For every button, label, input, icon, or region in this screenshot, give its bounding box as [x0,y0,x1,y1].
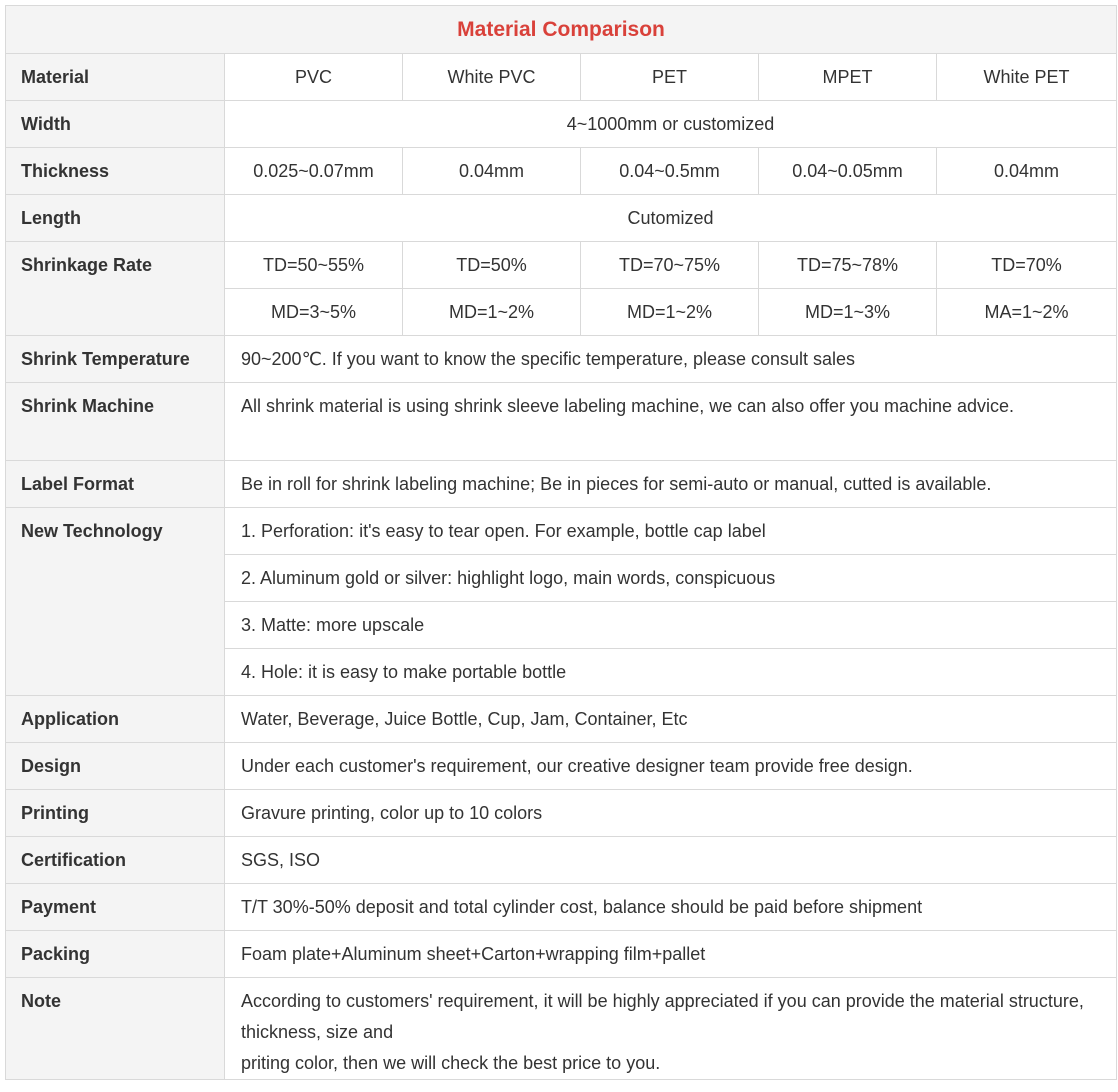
thickness-row [6,148,1117,195]
label-format-row [6,461,1117,508]
thickness-cell: 0.04~0.05mm [759,148,937,195]
new-technology-item: 1. Perforation: it's easy to tear open. For example, bottle cap label [225,508,1117,555]
payment-row [6,884,1117,931]
new-technology-item: 4. Hole: it is easy to make portable bottle [225,649,1117,696]
shrinkage-td-cell: TD=50~55% [225,242,403,289]
shrink-temperature-row [6,336,1117,383]
shrinkage-md-cell: MA=1~2% [937,289,1117,336]
note-line-2: priting color, then we will check the best price to you. [241,1053,661,1073]
row-label-note: Note [6,978,225,1080]
printing-value: Gravure printing, color up to 10 colors [225,790,1117,837]
shrink-machine-row [6,383,1117,461]
row-label-payment: Payment [6,884,225,931]
title-row [6,6,1117,54]
new-technology-row [6,508,1117,555]
length-value: Cutomized [225,195,1117,242]
shrinkage-md-cell: MD=1~3% [759,289,937,336]
shrinkage-md-cell: MD=1~2% [403,289,581,336]
packing-value: Foam plate+Aluminum sheet+Carton+wrapping film+pallet [225,931,1117,978]
note-line-1: According to customers' requirement, it will be highly appreciated if you can provide the material structure, thickness, size and [241,991,1084,1042]
width-value: 4~1000mm or customized [225,101,1117,148]
thickness-cell: 0.04mm [403,148,581,195]
material-cell: PET [581,54,759,101]
thickness-cell: 0.04mm [937,148,1117,195]
material-row [6,54,1117,101]
printing-row [6,790,1117,837]
design-value: Under each customer's requirement, our creative designer team provide free design. [225,743,1117,790]
shrinkage-td-cell: TD=70% [937,242,1117,289]
shrink-temperature-value: 90~200℃. If you want to know the specific temperature, please consult sales [225,336,1117,383]
thickness-cell: 0.04~0.5mm [581,148,759,195]
shrinkage-td-row [6,242,1117,289]
certification-row [6,837,1117,884]
material-cell: White PVC [403,54,581,101]
row-label-certification: Certification [6,837,225,884]
row-label-packing: Packing [6,931,225,978]
row-label-width: Width [6,101,225,148]
shrinkage-td-cell: TD=75~78% [759,242,937,289]
payment-value: T/T 30%-50% deposit and total cylinder cost, balance should be paid before shipment [225,884,1117,931]
table-title: Material Comparison [6,6,1117,54]
row-label-shrinkage-rate: Shrinkage Rate [6,242,225,336]
material-cell: White PET [937,54,1117,101]
width-row [6,101,1117,148]
shrinkage-md-cell: MD=1~2% [581,289,759,336]
length-row [6,195,1117,242]
material-cell: MPET [759,54,937,101]
row-label-new-technology: New Technology [6,508,225,696]
packing-row [6,931,1117,978]
material-comparison-table [5,5,1117,1080]
row-label-thickness: Thickness [6,148,225,195]
note-value [225,978,1117,1080]
thickness-cell: 0.025~0.07mm [225,148,403,195]
shrink-machine-value: All shrink material is using shrink sleeve labeling machine, we can also offer you machine advice. [225,383,1117,461]
row-label-printing: Printing [6,790,225,837]
design-row [6,743,1117,790]
row-label-material: Material [6,54,225,101]
shrinkage-td-cell: TD=70~75% [581,242,759,289]
application-row [6,696,1117,743]
certification-value: SGS, ISO [225,837,1117,884]
row-label-shrink-machine: Shrink Machine [6,383,225,461]
material-cell: PVC [225,54,403,101]
new-technology-item: 2. Aluminum gold or silver: highlight logo, main words, conspicuous [225,555,1117,602]
row-label-shrink-temperature: Shrink Temperature [6,336,225,383]
row-label-application: Application [6,696,225,743]
material-comparison-table-wrapper [5,5,1116,1080]
new-technology-item: 3. Matte: more upscale [225,602,1117,649]
label-format-value: Be in roll for shrink labeling machine; Be in pieces for semi-auto or manual, cutted is available. [225,461,1117,508]
row-label-length: Length [6,195,225,242]
application-value: Water, Beverage, Juice Bottle, Cup, Jam, Container, Etc [225,696,1117,743]
row-label-label-format: Label Format [6,461,225,508]
shrinkage-md-cell: MD=3~5% [225,289,403,336]
shrinkage-td-cell: TD=50% [403,242,581,289]
row-label-design: Design [6,743,225,790]
note-row [6,978,1117,1080]
